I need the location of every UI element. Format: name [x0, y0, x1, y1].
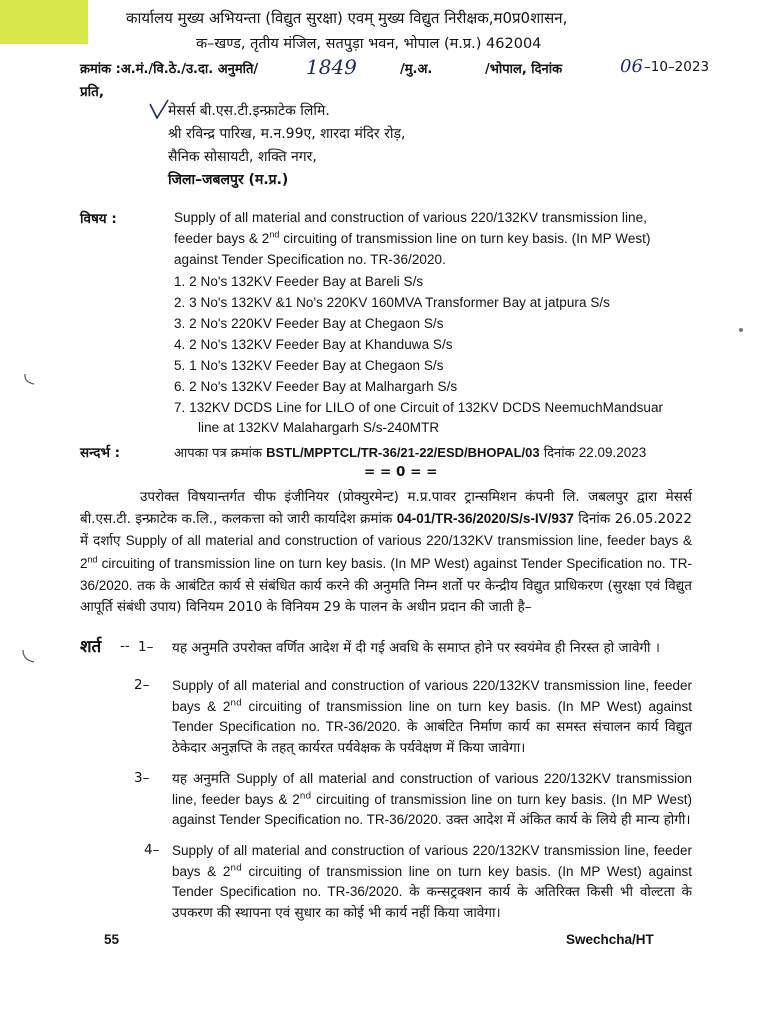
condition-3-hi: उक्त आदेश में अंकित कार्य के लिये ही मान्य होगी। [441, 812, 691, 828]
yellow-tab-marker [0, 0, 88, 44]
condition-4-hi: के कन्सट्रक्शन कार्य के अतिरिक्त किसी भी वोल्टता के उपकरण की स्थापना एवं सुधार का कोई भी कार्य नहीं किया जावेगा। [172, 884, 692, 921]
subject-line2-a: feeder bays & 2 [174, 231, 270, 246]
prati-label: प्रति, [80, 84, 105, 100]
tick-mark-icon [148, 98, 170, 126]
condition-1-text [172, 638, 692, 659]
subject-item-4: 4. 2 No's 132KV Feeder Bay at Khanduwa S/s [174, 337, 453, 352]
addressee-line4: जिला–जबलपुर (म.प्र.) [168, 172, 289, 188]
condition-3-number: 3– [134, 770, 150, 786]
condition-4-number: 4– [144, 842, 160, 858]
subject-item-1: 1. 2 No's 132KV Feeder Bay at Bareli S/s [174, 274, 424, 289]
scan-mark-2 [20, 648, 38, 670]
condition-4-sup: nd [230, 863, 242, 873]
scan-mark-1 [22, 372, 38, 392]
condition-3-en-b: circuiting of transmission line on turn key basis. (In MP West) against Tender Specification no. TR-36/2020. [172, 791, 693, 827]
reference-label: सन्दर्भ : [80, 445, 121, 461]
addressee-line1: मेसर्स बी.एस.टी.इन्फ्राटेक लिमि. [168, 103, 330, 119]
body-order-no: 04-01/TR-36/2020/S/s-IV/937 [396, 511, 574, 527]
condition-2-en-a: Supply of all material and construction of various 220/132KV transmission line, feeder bays & 2 [172, 678, 692, 714]
body-p5: तक के आबंटित कार्य से संबंधित कार्य करने की अनुमति निम्न शर्तो पर केन्द्रीय विद्युत प्राधिकरण (सुरक्षा एवं विद्युत आपूर्ति संबंधी उपाय) विनियम 2010 के विनियम 29 के पालन के अधीन प्रदान की जाती है– [80, 577, 692, 616]
condition-3-hi-a: यह अनुमति [172, 771, 237, 787]
scan-mark-3 [736, 320, 746, 339]
condition-1-number: 1– [138, 639, 154, 655]
condition-3-text [172, 769, 692, 831]
body-p4: circuiting of transmission line on turn key basis. (In MP West) against Tender Specification no. TR-36/2020. [80, 555, 692, 593]
condition-2-en-b: circuiting of transmission line on turn key basis. (In MP West) against Tender Specification no. TR-36/2020. [172, 698, 693, 734]
addressee-line3: सैनिक सोसायटी, शक्ति नगर, [168, 149, 317, 165]
subject-line3: against Tender Specification no. TR-36/2020. [174, 252, 446, 267]
condition-2-text [172, 676, 692, 758]
ref-number-prefix: क्रमांक :अ.मं./वि.ठे./उ.दा. अनुमति/ [80, 62, 259, 77]
office-header-line2: क–खण्ड, तृतीय मंजिल, सतपुड़ा भवन, भोपाल (म.प्र.) 462004 [196, 36, 542, 52]
divider-mark: = = 0 = = [364, 464, 438, 480]
conditions-label: शर्त [80, 637, 102, 657]
condition-4-en-a: Supply of all material and construction of various 220/132KV transmission line, feeder bays & 2 [172, 843, 692, 879]
reference-mid: दिनांक [539, 446, 579, 461]
condition-3-sup: nd [299, 791, 312, 801]
subject-item-2: 2. 3 No's 132KV &1 No's 220KV 160MVA Transformer Bay at jatpura S/s [174, 295, 610, 310]
reference-date: 22.09.2023 [578, 445, 647, 460]
reference-text [174, 443, 646, 461]
condition-4-en-b: circuiting of transmission line on turn key basis. (In MP West) against Tender Specification no. TR-36/2020. [172, 863, 693, 899]
body-p3: Supply of all material and construction of various 220/132KV transmission line, feeder bays & 2 [80, 533, 692, 571]
subject-label: विषय : [80, 211, 117, 227]
subject-item-3: 3. 2 No's 220KV Feeder Bay at Chegaon S/s [174, 316, 444, 331]
condition-2-number: 2– [134, 677, 150, 693]
subject-item-5: 5. 1 No's 132KV Feeder Bay at Chegaon S/s [174, 358, 444, 373]
subject-item-7-cont: line at 132KV Malahargarh S/s-240MTR [198, 420, 440, 435]
condition-2-hi: के आबंटित निर्माण कार्य का समस्त संचालन कार्य विद्युत ठेकेदार अनुज्ञप्ति के तहत् कार्यरत पर्यवेक्षक के पर्यवेक्षण में किया जावेगा। [172, 719, 692, 756]
condition-3-en-a: Supply of all material and construction of various 220/132KV transmission line, feeder bays & 2 [172, 771, 693, 807]
conditions-dash: -- [120, 638, 130, 654]
reference-code: BSTL/MPPTCL/TR-36/21-22/ESD/BHOPAL/03 [266, 445, 540, 460]
footer-right-text: Swechcha/HT [566, 932, 654, 947]
office-header-line1: कार्यालय मुख्य अभियन्ता (विद्युत सुरक्षा) एवम् मुख्य विद्युत निरीक्षक,म0प्र0शासन, [126, 9, 568, 27]
ref-bhopal-date-label: /भोपाल, दिनांक [485, 62, 563, 77]
reference-pre: आपका पत्र क्रमांक [174, 446, 267, 461]
handwritten-day: 06 [620, 56, 643, 77]
subject-line2-b: circuiting of transmission line on turn key basis. (In MP West) [279, 231, 651, 246]
condition-4-text [172, 841, 692, 923]
addressee-line2: श्री रविन्द्र पारिख, म.न.99ए, शारदा मंदिर रोड़, [168, 126, 406, 142]
footer-page-number: 55 [104, 932, 120, 947]
body-p1: उपरोक्त विषयान्तर्गत चीफ इंजीनियर (प्रोक्युरमेन्ट) म.प्र.पावर ट्रान्समिशन कंपनी लि. जबलपुर द्वारा मेसर्स बी.एस.टी. इन्फ्राटेक क.लि., कलकत्ता को जारी कार्यादेश क्रमांक [80, 489, 692, 528]
subject-line2 [174, 231, 651, 246]
handwritten-ref-number: 1849 [306, 55, 357, 79]
subject-line2-sup: nd [269, 229, 280, 240]
subject-item-6: 6. 2 No's 132KV Feeder Bay at Malhargarh S/s [174, 379, 458, 394]
ref-mu: /मु.अ. [400, 62, 433, 77]
condition-1-hi: यह अनुमति उपरोक्त वर्णित आदेश में दी गई अवधि के समाप्त होने पर स्वयंमेव ही निरस्त हो जावेगी । [172, 640, 660, 656]
ref-month-year: –10–2023 [644, 59, 710, 75]
body-sup: nd [87, 554, 98, 565]
body-p2: दिनांक 26.05.2022 में दर्शाए [80, 511, 692, 550]
subject-item-7: 7. 132KV DCDS Line for LILO of one Circuit of 132KV DCDS NeemuchMandsuar [174, 400, 664, 415]
condition-2-sup: nd [230, 698, 242, 708]
body-paragraph [80, 487, 692, 618]
subject-line1: Supply of all material and construction of various 220/132KV transmission line, [174, 210, 647, 225]
